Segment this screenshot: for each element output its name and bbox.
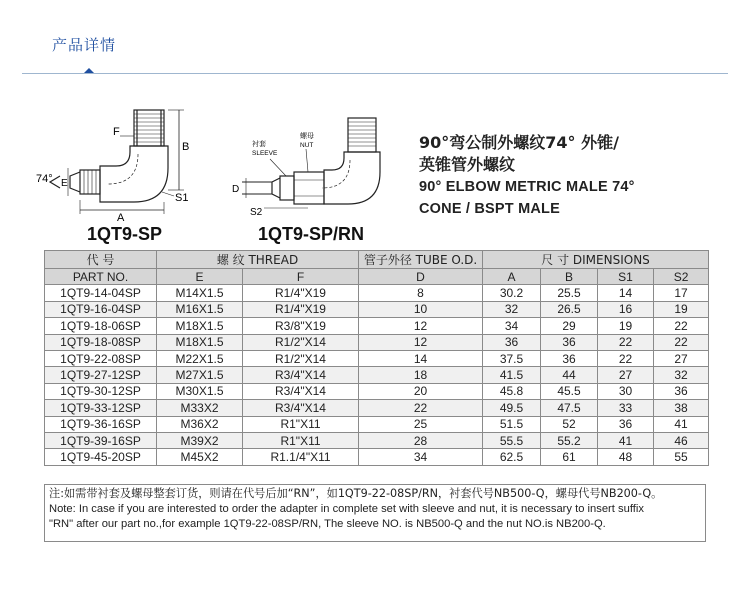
- table-cell: M45X2: [157, 449, 243, 465]
- table-cell: R1/4"X19: [243, 285, 359, 301]
- header-e: E: [157, 269, 243, 285]
- table-cell: 41: [654, 416, 709, 432]
- callout-nut-cn: 螺母: [300, 132, 314, 140]
- header-a: A: [483, 269, 541, 285]
- dim-label-f: F: [113, 126, 120, 138]
- page-title: 产品详情: [52, 36, 117, 54]
- table-cell: 22: [598, 334, 654, 350]
- header-dimensions: 尺 寸 DIMENSIONS: [483, 251, 709, 269]
- table-cell: 41.5: [483, 367, 541, 383]
- table-cell: 22: [598, 350, 654, 366]
- table-cell: 1QT9-39-16SP: [45, 432, 157, 448]
- table-cell: 1QT9-18-06SP: [45, 318, 157, 334]
- table-cell: M30X1.5: [157, 383, 243, 399]
- table-cell: 1QT9-30-12SP: [45, 383, 157, 399]
- table-cell: 1QT9-22-08SP: [45, 350, 157, 366]
- table-cell: R1"X11: [243, 416, 359, 432]
- table-cell: M18X1.5: [157, 334, 243, 350]
- table-cell: 25.5: [541, 285, 598, 301]
- table-header-row-2: [45, 269, 709, 285]
- table-cell: 10: [359, 301, 483, 317]
- note-line-en-2: "RN" after our part no.,for example 1QT9-22-08SP/RN, The sleeve NO. is NB500-Q and the nut NO.is NB200-Q.: [49, 518, 606, 530]
- dim-label-d: D: [232, 184, 240, 195]
- product-title-cn-line2: 英锥管外螺纹: [419, 155, 516, 174]
- table-cell: 30: [598, 383, 654, 399]
- header-s2: S2: [654, 269, 709, 285]
- elbow-fitting-drawing-left: [34, 100, 209, 225]
- spec-table: [44, 250, 709, 466]
- table-cell: R1.1/4"X11: [243, 449, 359, 465]
- dim-label-b: B: [182, 141, 190, 153]
- table-cell: 8: [359, 285, 483, 301]
- table-row: [45, 285, 709, 301]
- table-cell: R3/4"X14: [243, 400, 359, 416]
- table-cell: 36: [598, 416, 654, 432]
- order-note: [44, 484, 706, 542]
- table-header-row-1: [45, 251, 709, 269]
- table-cell: 27: [598, 367, 654, 383]
- header-code: 代 号: [45, 251, 157, 269]
- table-cell: M18X1.5: [157, 318, 243, 334]
- table-cell: 28: [359, 432, 483, 448]
- table-row: [45, 383, 709, 399]
- table-row: [45, 432, 709, 448]
- table-cell: 46: [654, 432, 709, 448]
- table-cell: 19: [598, 318, 654, 334]
- figure-label-right: 1QT9-SP/RN: [258, 224, 365, 244]
- table-cell: 22: [654, 334, 709, 350]
- table-cell: 32: [483, 301, 541, 317]
- table-body: [45, 285, 709, 465]
- table-cell: 48: [598, 449, 654, 465]
- table-cell: 52: [541, 416, 598, 432]
- header-d: D: [359, 269, 483, 285]
- table-row: [45, 449, 709, 465]
- dim-label-s1: S1: [175, 192, 189, 204]
- table-cell: 34: [483, 318, 541, 334]
- table-row: [45, 350, 709, 366]
- table-cell: 17: [654, 285, 709, 301]
- table-cell: 22: [654, 318, 709, 334]
- table-cell: 37.5: [483, 350, 541, 366]
- table-cell: 1QT9-36-16SP: [45, 416, 157, 432]
- callout-sleeve-en: SLEEVE: [252, 150, 278, 157]
- table-cell: 33: [598, 400, 654, 416]
- table-cell: R3/8"X19: [243, 318, 359, 334]
- table-cell: 44: [541, 367, 598, 383]
- table-cell: 45.5: [541, 383, 598, 399]
- product-title-en-line2: CONE / BSPT MALE: [419, 201, 560, 217]
- table-row: [45, 416, 709, 432]
- table-cell: 12: [359, 318, 483, 334]
- header-thread: 螺 纹 THREAD: [157, 251, 359, 269]
- header-divider: [22, 73, 728, 74]
- table-cell: 30.2: [483, 285, 541, 301]
- table-cell: 41: [598, 432, 654, 448]
- table-cell: 61: [541, 449, 598, 465]
- table-cell: 1QT9-14-04SP: [45, 285, 157, 301]
- table-cell: 12: [359, 334, 483, 350]
- table-cell: 34: [359, 449, 483, 465]
- table-cell: 55.5: [483, 432, 541, 448]
- dim-label-e: E: [61, 178, 68, 189]
- table-cell: 36: [541, 350, 598, 366]
- table-row: [45, 301, 709, 317]
- table-cell: M27X1.5: [157, 367, 243, 383]
- table-cell: 1QT9-16-04SP: [45, 301, 157, 317]
- table-cell: 36: [654, 383, 709, 399]
- table-cell: 62.5: [483, 449, 541, 465]
- table-cell: 55: [654, 449, 709, 465]
- table-cell: M14X1.5: [157, 285, 243, 301]
- table-cell: 38: [654, 400, 709, 416]
- header-tube-od: 管子外径 TUBE O.D.: [359, 251, 483, 269]
- table-cell: 19: [654, 301, 709, 317]
- table-cell: R1/2"X14: [243, 350, 359, 366]
- dim-label-s2: S2: [250, 207, 263, 218]
- table-cell: R1"X11: [243, 432, 359, 448]
- table-cell: 29: [541, 318, 598, 334]
- table-cell: M16X1.5: [157, 301, 243, 317]
- header-b: B: [541, 269, 598, 285]
- dim-label-a: A: [117, 212, 125, 224]
- table-cell: 25: [359, 416, 483, 432]
- table-cell: 27: [654, 350, 709, 366]
- table-cell: 45.8: [483, 383, 541, 399]
- note-line-en-1: Note: In case if you are interested to order the adapter in complete set with sleeve and nut, it is necessary to insert suffix: [49, 502, 644, 515]
- table-cell: 1QT9-27-12SP: [45, 367, 157, 383]
- table-cell: 20: [359, 383, 483, 399]
- table-cell: M39X2: [157, 432, 243, 448]
- table-cell: R3/4"X14: [243, 383, 359, 399]
- table-cell: 1QT9-18-08SP: [45, 334, 157, 350]
- table-cell: 36: [483, 334, 541, 350]
- callout-sleeve-cn: 衬套: [252, 140, 266, 148]
- product-title: [419, 132, 739, 220]
- table-cell: 49.5: [483, 400, 541, 416]
- table-cell: 51.5: [483, 416, 541, 432]
- table-cell: 36: [541, 334, 598, 350]
- header-part-no: PART NO.: [45, 269, 157, 285]
- table-cell: 1QT9-33-12SP: [45, 400, 157, 416]
- dim-label-angle: 74°: [36, 173, 53, 185]
- table-cell: M22X1.5: [157, 350, 243, 366]
- table-row: [45, 367, 709, 383]
- note-line-cn: 注:如需带衬套及螺母整套订货，则请在代号后加“RN”，如1QT9-22-08SP/RN，衬套代号NB500-Q，螺母代号NB200-Q。: [49, 487, 663, 500]
- figure-label-left: 1QT9-SP: [87, 224, 163, 244]
- table-cell: 14: [598, 285, 654, 301]
- table-row: [45, 318, 709, 334]
- elbow-fitting-drawing-right: [228, 112, 398, 224]
- header-s1: S1: [598, 269, 654, 285]
- table-cell: 22: [359, 400, 483, 416]
- table-cell: 32: [654, 367, 709, 383]
- header-notch-marker: [84, 68, 94, 73]
- table-cell: M33X2: [157, 400, 243, 416]
- table-cell: M36X2: [157, 416, 243, 432]
- table-row: [45, 334, 709, 350]
- table-cell: R1/2"X14: [243, 334, 359, 350]
- product-title-en-line1: 90° ELBOW METRIC MALE 74°: [419, 179, 635, 195]
- table-cell: 14: [359, 350, 483, 366]
- table-cell: 47.5: [541, 400, 598, 416]
- table-cell: R3/4"X14: [243, 367, 359, 383]
- header-f: F: [243, 269, 359, 285]
- product-title-cn-line1: 90°弯公制外螺纹74° 外锥/: [419, 133, 619, 152]
- table-cell: R1/4"X19: [243, 301, 359, 317]
- table-cell: 18: [359, 367, 483, 383]
- table-row: [45, 400, 709, 416]
- table-cell: 16: [598, 301, 654, 317]
- table-cell: 1QT9-45-20SP: [45, 449, 157, 465]
- table-cell: 26.5: [541, 301, 598, 317]
- table-cell: 55.2: [541, 432, 598, 448]
- callout-nut-en: NUT: [300, 142, 314, 149]
